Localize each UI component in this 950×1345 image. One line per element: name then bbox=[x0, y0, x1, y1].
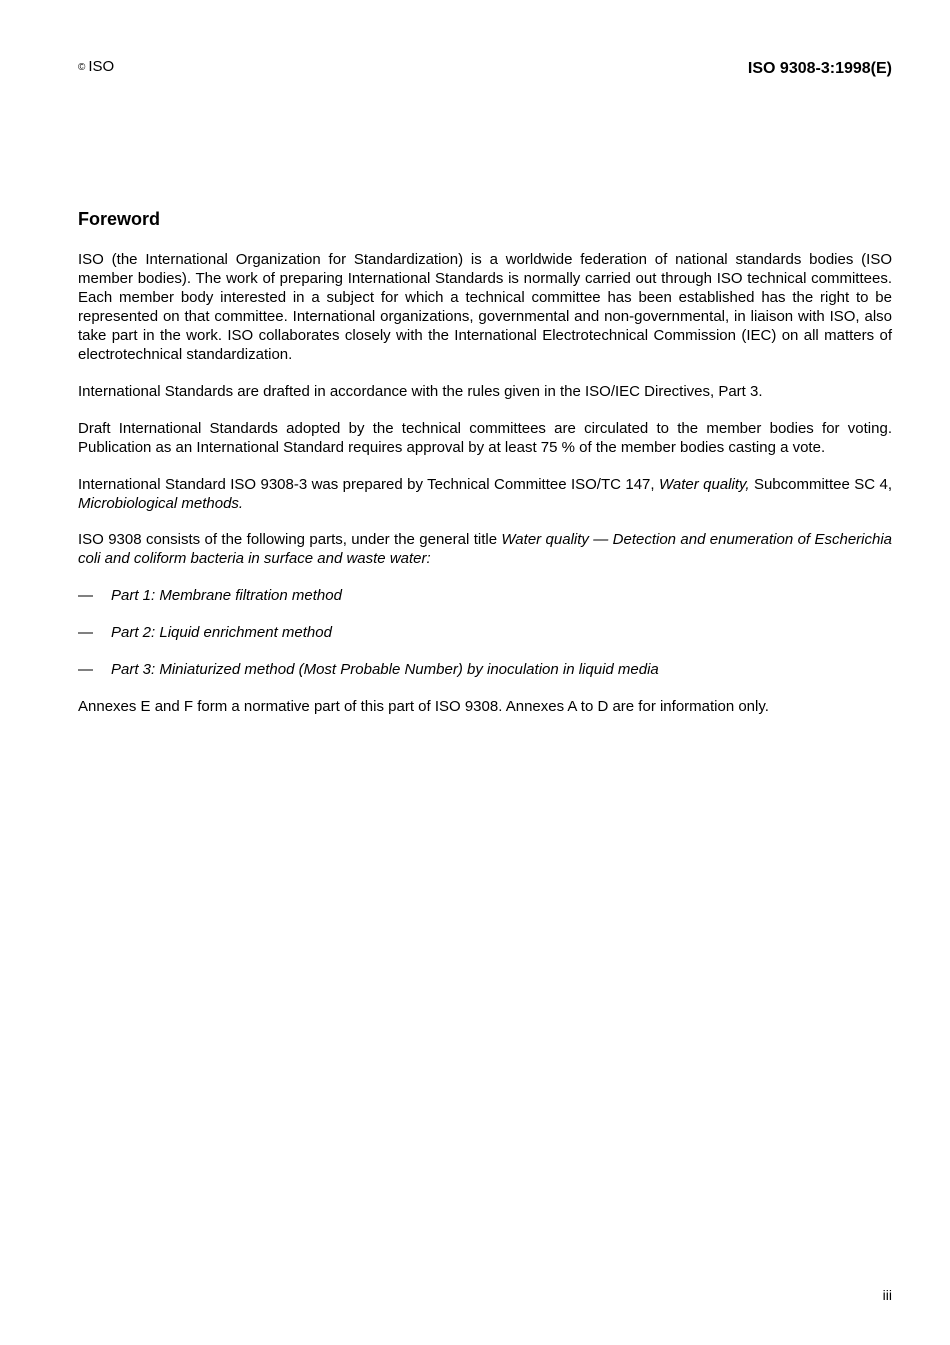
subcommittee-title: Microbiological methods. bbox=[78, 495, 244, 512]
paragraph-iso-intro: ISO (the International Organization for Standardization) is a worldwide federation of national standards bodies (ISO member bodies). The work of preparing International Standards is normally carried out through ISO technical committees. Each member body interested in a subject for which a technical committee has been established has the right to be represented on that committee. International organizations, governmental and non-governmental, in liaison with ISO, also take part in the work. ISO collaborates closely with the International Electrotechnical Commission (IEC) on all matters of electrotechnical standardization. bbox=[78, 251, 892, 363]
list-dash: — bbox=[78, 661, 93, 678]
part-label: Part 2: Liquid enrichment method bbox=[111, 624, 332, 641]
paragraph-voting: Draft International Standards adopted by the technical committees are circulated to the member bodies for voting. Publication as an International Standard requires approval by at least 75 % of the member bodies casting a vote. bbox=[78, 420, 892, 456]
subcommittee-text: Subcommittee SC 4, bbox=[749, 476, 892, 493]
copyright-owner: ISO bbox=[88, 58, 115, 75]
section-title: Foreword bbox=[78, 209, 161, 229]
paragraph-annexes: Annexes E and F form a normative part of this part of ISO 9308. Annexes A to D are for information only. bbox=[78, 698, 769, 715]
foreword-section bbox=[78, 207, 892, 734]
list-dash: — bbox=[78, 624, 93, 641]
paragraph-drafting-rules: International Standards are drafted in accordance with the rules given in the ISO/IEC Directives, Part 3. bbox=[78, 383, 763, 400]
document-id: ISO 9308-3:1998(E) bbox=[747, 60, 892, 77]
copyright-symbol: © bbox=[78, 62, 86, 73]
committee-title: Water quality, bbox=[658, 476, 750, 493]
list-item bbox=[78, 586, 892, 605]
part-label: Part 3: Miniaturized method (Most Probable Number) by inoculation in liquid media bbox=[111, 661, 659, 678]
paragraph-parts-intro bbox=[78, 530, 892, 568]
paragraph-committee bbox=[78, 475, 892, 513]
page-number: iii bbox=[882, 1287, 892, 1303]
list-item bbox=[78, 660, 892, 679]
list-item bbox=[78, 623, 892, 642]
general-title: Water quality — Detection and enumeration of Escherichia coli and coliform bacteria in surface and waste water: bbox=[78, 531, 893, 567]
part-label: Part 1: Membrane filtration method bbox=[111, 587, 342, 604]
copyright-notice bbox=[78, 58, 114, 77]
parts-intro-text: ISO 9308 consists of the following parts, under the general title bbox=[78, 531, 502, 548]
list-dash: — bbox=[78, 587, 93, 604]
committee-text: International Standard ISO 9308-3 was prepared by Technical Committee ISO/TC 147, bbox=[78, 476, 659, 493]
